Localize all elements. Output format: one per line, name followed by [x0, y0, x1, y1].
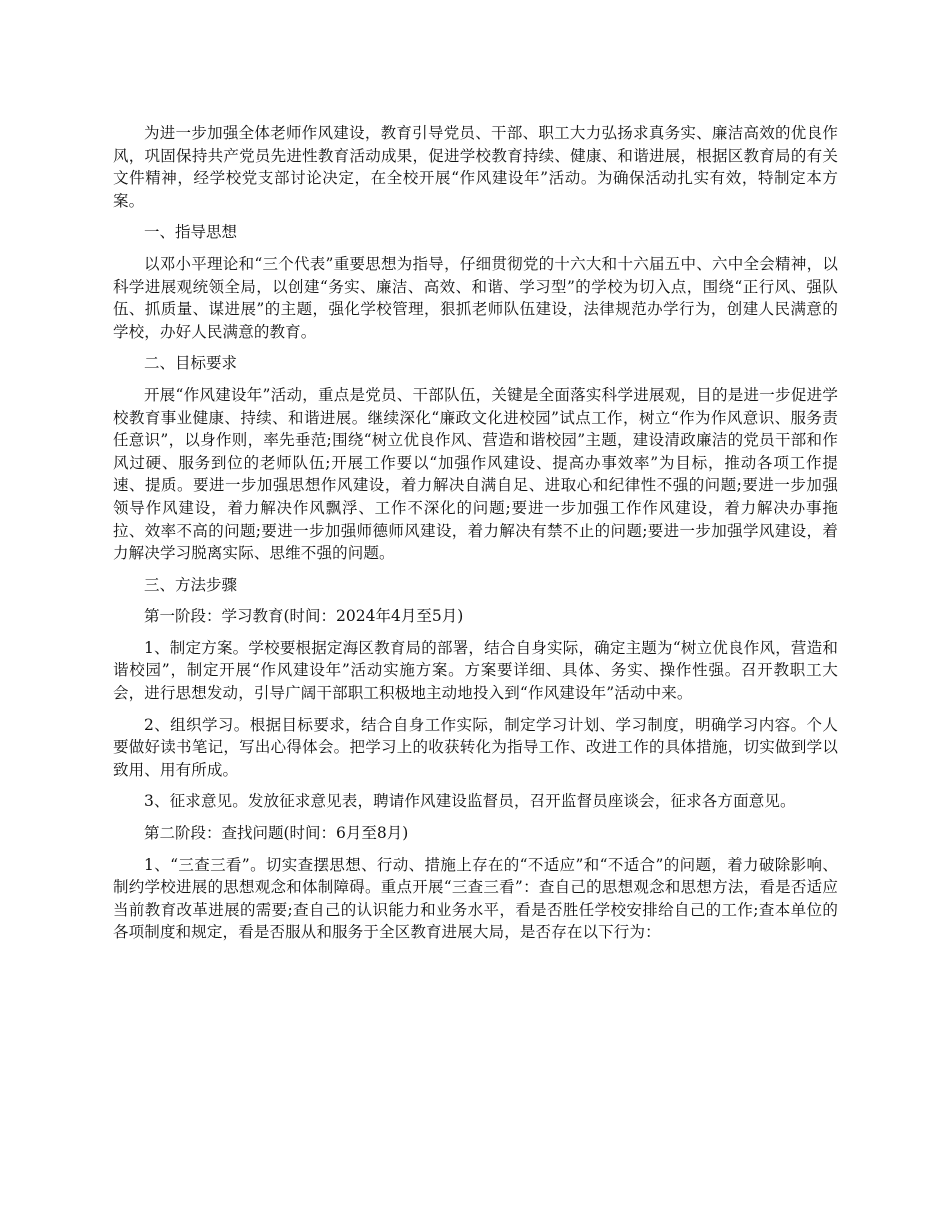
stage-two-heading: 第二阶段：查找问题(时间：6月至8月)	[144, 824, 409, 843]
spacer	[113, 628, 838, 637]
spacer	[113, 375, 838, 384]
spacer	[113, 565, 838, 574]
guiding-thought-paragraph: 以邓小平理论和“三个代表”重要思想为指导，仔细贯彻党的十六大和十六届五中、六中全会精神，以科学进展观统领全局，以创建“务实、廉洁、高效、和谐、学习型”的学校为切入点，围绕“正行风、强队伍、抓质量、谋进展”的主题，强化学校管理，狠抓老师队伍建设，法律规范办学行为，创建人民满意的学校，办好人民满意的教育。	[113, 254, 838, 341]
spacer	[113, 244, 838, 253]
spacer	[113, 813, 838, 822]
intro-paragraph: 为进一步加强全体老师作风建设，教育引导党员、干部、职工大力弘扬求真务实、廉洁高效的优良作风，巩固保持共产党员先进性教育活动成果，促进学校教育持续、健康、和谐进展，根据区教育局的有关文件精神，经学校党支部讨论决定，在全校开展“作风建设年”活动。为确保活动扎实有效，特制定本方案。	[113, 124, 838, 210]
stage-one-item-2: 2、组织学习。根据目标要求，结合自身工作实际，制定学习计划、学习制度，明确学习内容。个人要做好读书笔记，写出心得体会。把学习上的收获转化为指导工作、改进工作的具体措施，切实做到学以致用、用有所成。	[113, 715, 838, 779]
goals-paragraph: 开展“作风建设年”活动，重点是党员、干部队伍，关键是全面落实科学进展观，目的是进一步促进学校教育事业健康、持续、和谐进展。继续深化“廉政文化进校园”试点工作，树立“作为作风意识、服务责任意识”，以身作则，率先垂范;围绕“树立优良作风、营造和谐校园”主题，建设清政廉洁的党员干部和作风过硬、服务到位的老师队伍;开展工作要以“加强作风建设、提高办事效率”为目标，推动各项工作提速、提质。要进一步加强思想作风建设，着力解决自满自足、进取心和纪律性不强的问题;要进一步加强领导作风建设，着力解决作风飘浮、工作不深化的问题;要进一步加强工作作风建设，着力解决办事拖拉、效率不高的问题;要进一步加强师德师风建设，着力解决有禁不止的问题;要进一步加强学风建设，着力解决学习脱离实际、思维不强的问题。	[113, 385, 838, 563]
spacer	[113, 596, 838, 605]
spacer	[113, 343, 838, 352]
section-heading-steps: 三、方法步骤	[144, 575, 238, 594]
spacer	[113, 781, 838, 790]
section-heading-goals: 二、目标要求	[144, 354, 238, 373]
spacer	[113, 705, 838, 714]
section-heading-guiding-thought: 一、指导思想	[144, 223, 238, 242]
stage-two-item-1: 1、“三查三看”。切实查摆思想、行动、措施上存在的“不适应”和“不适合”的问题，着力破除影响、制约学校进展的思想观念和体制障碍。重点开展“三查三看”：查自己的思想观念和思想方法，看是否适应当前教育改革进展的需要;查自己的认识能力和业务水平，看是否胜任学校安排给自己的工作;查本单位的各项制度和规定，看是否服从和服务于全区教育进展大局，是否存在以下行为：	[113, 855, 838, 942]
stage-one-item-1: 1、制定方案。学校要根据定海区教育局的部署，结合自身实际，确定主题为“树立优良作风，营造和谐校园”，制定开展“作风建设年”活动实施方案。方案要详细、具体、务实、操作性强。召开教职工大会，进行思想发动，引导广阔干部职工积极地主动地投入到“作风建设年”活动中来。	[113, 638, 838, 703]
stage-one-heading: 第一阶段：学习教育(时间：2024年4月至5月)	[144, 607, 464, 626]
document-body	[113, 122, 838, 944]
spacer	[113, 212, 838, 221]
stage-one-item-3: 3、征求意见。发放征求意见表，聘请作风建设监督员，召开监督员座谈会，征求各方面意见。	[144, 792, 796, 811]
spacer	[113, 845, 838, 854]
